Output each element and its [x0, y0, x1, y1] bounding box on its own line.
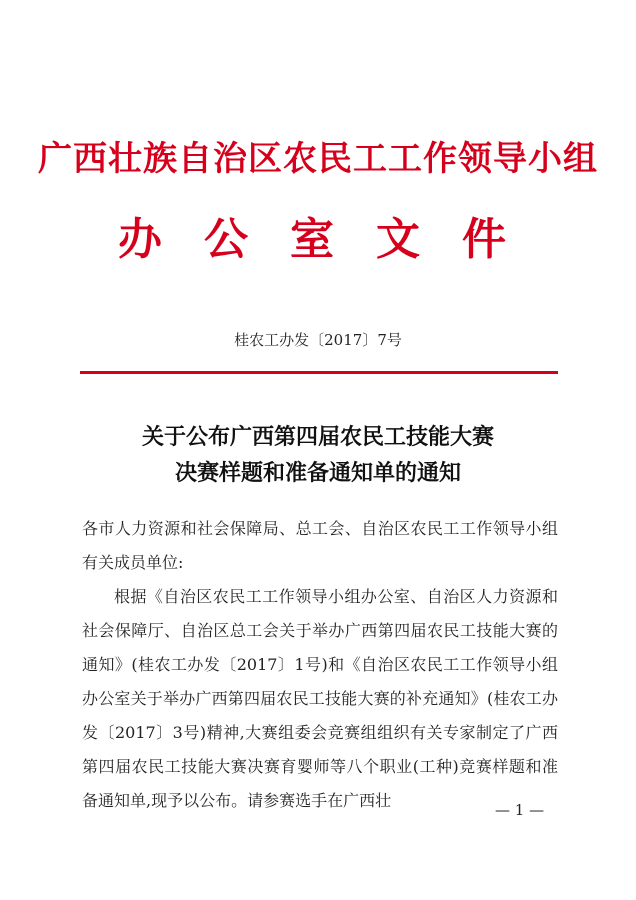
- document-number: 桂农工办发〔2017〕7号: [234, 331, 402, 349]
- page-number: — 1 —: [495, 801, 545, 819]
- red-divider-line: [80, 371, 558, 374]
- document-title: [0, 419, 636, 491]
- addressee: 各市人力资源和社会保障局、总工会、自治区农民工工作领导小组有关成员单位:: [82, 519, 558, 572]
- title-line-1: 关于公布广西第四届农民工技能大赛: [141, 424, 494, 450]
- document-type-heading: 办公室文件: [118, 214, 548, 265]
- title-line-2: 决赛样题和准备通知单的通知: [174, 460, 461, 486]
- document-body: [82, 512, 558, 818]
- body-paragraph: 根据《自治区农民工工作领导小组办公室、自治区人力资源和社会保障厅、自治区总工会关于举办广西第四届农民工技能大赛的通知》(桂农工办发〔2017〕1号)和《自治区农民工工作领导小组办公室关于举办广西第四届农民工技能大赛的补充通知》(桂农工办发〔2017〕3号)精神,大赛组委会竞赛组组织有关专家制定了广西第四届农民工技能大赛决赛育婴师等八个职业(工种)竞赛样题和准备通知单,现予以公布。请参赛选手在广西壮: [82, 587, 558, 810]
- issuing-organization: 广西壮族自治区农民工工作领导小组: [38, 139, 598, 179]
